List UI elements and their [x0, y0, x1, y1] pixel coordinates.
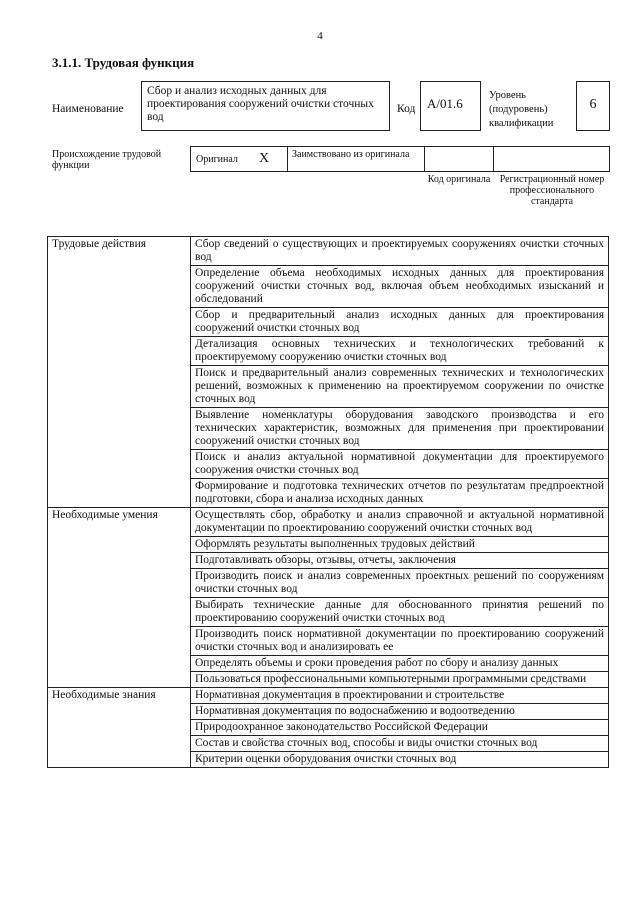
labor-actions-item: Определение объема необходимых исходных данных для проектирования сооружений очистки сточных вод, включая объем необходимых изысканий и обследований: [191, 266, 609, 308]
section-title: 3.1.1. Трудовая функция: [52, 55, 195, 70]
page-number: 4: [317, 30, 323, 42]
code-label: Код: [397, 103, 416, 115]
code-box: [420, 81, 481, 131]
divider: [493, 146, 494, 172]
level-value: 6: [589, 97, 597, 112]
origin-box: [190, 146, 610, 172]
labor-actions-item: Выявление номенклатуры оборудования заводского производства и его технических характеристик, возможных для применения при проектировании сооружений очистки сточных вод: [191, 408, 609, 450]
skills-category: Необходимые умения: [48, 508, 191, 688]
labor-actions-category: Трудовые действия: [48, 237, 191, 508]
knowledge-item: Природоохранное законодательство Российской Федерации: [191, 720, 609, 736]
knowledge-item: Состав и свойства сточных вод, способы и виды очистки сточных вод: [191, 736, 609, 752]
labor-actions-item: Детализация основных технических и технологических требований к проектируемому сооружению очистки сточных вод: [191, 337, 609, 366]
origin-label: Происхождение трудовой функции: [52, 149, 162, 171]
level-label: Уровень (подуровень) квалификации: [489, 90, 554, 129]
skills-item: Производить поиск нормативной документации по проектированию сооружений очистки сточных вод и анализировать ее: [191, 627, 609, 656]
knowledge-item: Критерии оценки оборудования очистки сточных вод: [191, 752, 609, 768]
skills-item: Осуществлять сбор, обработку и анализ справочной и актуальной нормативной документации по проектированию сооружений очистки сточных вод: [191, 508, 609, 537]
skills-item: Пользоваться профессиональными компьютерными программными средствами: [191, 672, 609, 688]
labor-actions-item: Сбор сведений о существующих и проектируемых сооружениях очистки сточных вод: [191, 237, 609, 266]
registration-number-caption: Регистрационный номер профессионального стандарта: [499, 174, 605, 207]
code-value: А/01.6: [427, 96, 463, 111]
name-label: Наименование: [52, 103, 124, 115]
level-box: [576, 81, 610, 131]
skills-item: Производить поиск и анализ современных проектных решений по сооружениям очистки сточных вод: [191, 569, 609, 598]
function-name-box: [141, 81, 390, 131]
table-row: [48, 688, 609, 704]
labor-actions-item: Сбор и предварительный анализ исходных данных для проектирования сооружений очистки сточных вод: [191, 308, 609, 337]
divider: [424, 146, 425, 172]
knowledge-category: Необходимые знания: [48, 688, 191, 768]
labor-actions-item: Формирование и подготовка технических отчетов по результатам предпроектной подготовки, сбора и анализа исходных данных: [191, 479, 609, 508]
original-mark: X: [259, 151, 270, 166]
function-requirements-table: [47, 236, 609, 768]
code-original-caption: Код оригинала: [427, 174, 491, 185]
divider: [287, 146, 288, 172]
skills-item: Определять объемы и сроки проведения работ по сбору и анализу данных: [191, 656, 609, 672]
knowledge-item: Нормативная документация в проектировании и строительстве: [191, 688, 609, 704]
skills-item: Подготавливать обзоры, отзывы, отчеты, заключения: [191, 553, 609, 569]
labor-actions-item: Поиск и предварительный анализ современных технических и технологических решений, возможных к применению на проектируемом сооружении по очистке сточных вод: [191, 366, 609, 408]
skills-item: Выбирать технические данные для обоснованного принятия решений по проектированию сооружений очистки сточных вод: [191, 598, 609, 627]
skills-item: Оформлять результаты выполненных трудовых действий: [191, 537, 609, 553]
labor-actions-item: Поиск и анализ актуальной нормативной документации для проектируемого сооружения очистки сточных вод: [191, 450, 609, 479]
table-row: [48, 237, 609, 266]
borrowed-label: Заимствовано из оригинала: [292, 149, 410, 160]
function-name-value: Сбор и анализ исходных данных для проектирования сооружений очистки сточных вод: [147, 85, 374, 123]
original-label: Оригинал: [196, 154, 238, 165]
knowledge-item: Нормативная документация по водоснабжению и водоотведению: [191, 704, 609, 720]
table-row: [48, 508, 609, 537]
